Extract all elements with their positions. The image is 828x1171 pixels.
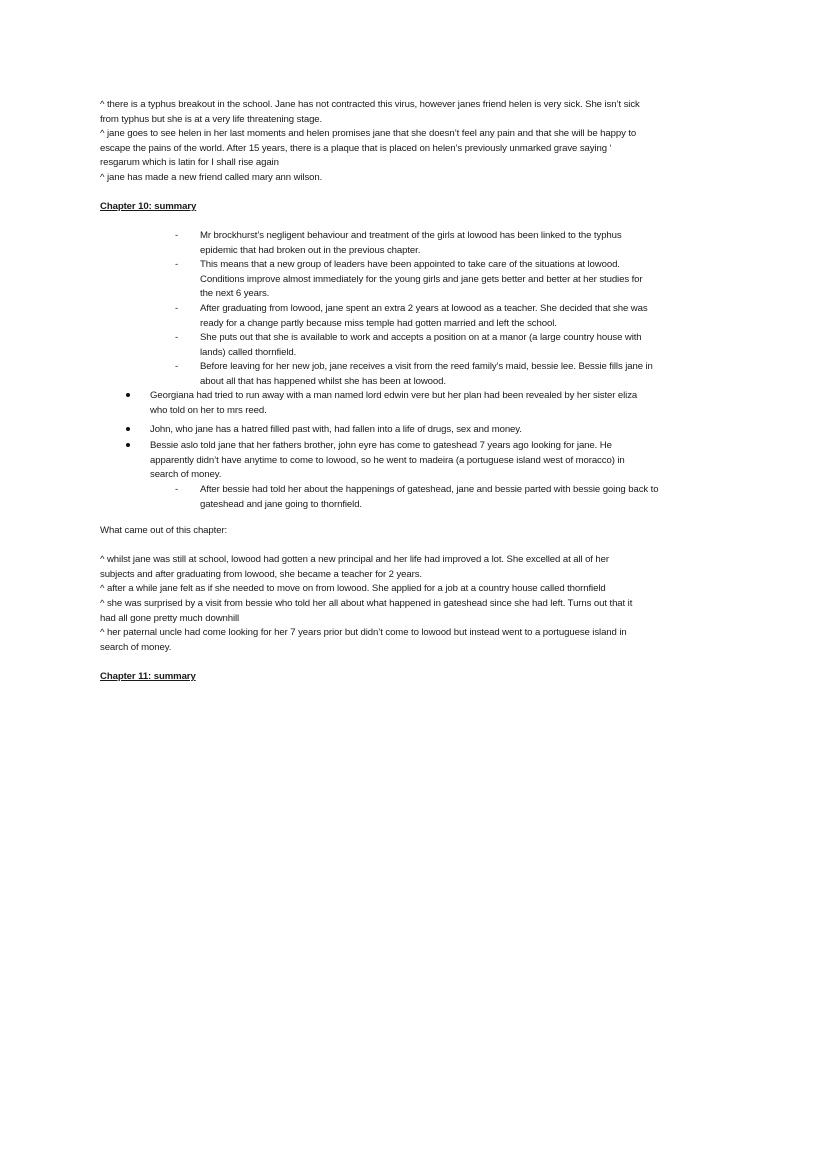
para-text-line: ^ her paternal uncle had come looking for her 7 years prior but didn’t come to lowood but instead went to a portuguese island in bbox=[100, 627, 627, 638]
bullet-text-line: Bessie aslo told jane that her fathers brother, john eyre has come to gateshead 7 years ago looking for jane. He bbox=[150, 440, 612, 451]
dash-text-line: She puts out that she is available to work and accepts a position on at a manor (a large country house with bbox=[200, 332, 642, 343]
para-text-line: had all gone pretty much downhill bbox=[100, 612, 240, 624]
dash-text-line: After bessie had told her about the happenings of gateshead, jane and bessie parted with bessie going back to bbox=[200, 484, 659, 495]
para-text-line: search of money. bbox=[100, 641, 172, 653]
para-text-line: ^ there is a typhus breakout in the school. Jane has not contracted this virus, however janes friend helen is very sick. She isn’t sick bbox=[100, 99, 640, 110]
dash-text-line: Mr brockhurst’s negligent behaviour and treatment of the girls at lowood has been linked to the typhus bbox=[200, 230, 622, 241]
para-text-line: from typhus but she is at a very life threatening stage. bbox=[100, 113, 323, 125]
dash-text-line: the next 6 years. bbox=[200, 288, 270, 299]
bullet-icon bbox=[126, 443, 130, 447]
dash-marker: - bbox=[175, 303, 179, 314]
para-text-line: ^ whilst jane was still at school, lowood had gotten a new principal and her life had improved a lot. She excelled at all of her bbox=[100, 554, 609, 565]
bullet-text-line: search of money. bbox=[150, 469, 222, 480]
bullet-text-line: John, who jane has a hatred filled past with, had fallen into a life of drugs, sex and money. bbox=[150, 424, 522, 435]
section-heading: Chapter 10: summary bbox=[100, 201, 197, 212]
dash-text-line: epidemic that had broken out in the previous chapter. bbox=[200, 244, 421, 256]
para-text-line: ^ jane has made a new friend called mary ann wilson. bbox=[100, 172, 323, 183]
dash-marker: - bbox=[175, 230, 179, 241]
dash-text-line: ready for a change partly because miss temple had gotten married and left the school. bbox=[200, 317, 557, 329]
dash-marker: - bbox=[175, 361, 179, 372]
dash-text-line: lands) called thornfield. bbox=[200, 346, 297, 358]
para-text-line: ^ she was surprised by a visit from bessie who told her all about what happened in gateshead since she had left. Turns out that it bbox=[100, 598, 633, 609]
section-heading: Chapter 11: summary bbox=[100, 671, 196, 682]
bullet-text-line: Georgiana had tried to run away with a man named lord edwin vere but her plan had been revealed by her sister eliza bbox=[150, 390, 638, 401]
dash-text-line: Conditions improve almost immediately for the young girls and jane gets better and better at her studies for bbox=[200, 273, 643, 285]
dash-text-line: about all that has happened whilst she has been at lowood. bbox=[200, 375, 446, 387]
bullet-icon bbox=[126, 427, 130, 431]
bullet-text-line: apparently didn’t have anytime to come to lowood, so he went to madeira (a portuguese island west of moracco) in bbox=[150, 454, 625, 466]
dash-marker: - bbox=[175, 484, 179, 495]
para-text-line: What came out of this chapter: bbox=[100, 525, 228, 536]
dash-marker: - bbox=[175, 332, 179, 343]
bullet-icon bbox=[126, 393, 130, 397]
dash-marker: - bbox=[175, 259, 179, 270]
para-text-line: ^ jane goes to see helen in her last moments and helen promises jane that she doesn’t feel any pain and that she will be happy to bbox=[100, 128, 637, 139]
para-text-line: ^ after a while jane felt as if she needed to move on from lowood. She applied for a job at a country house called thornfield bbox=[100, 583, 606, 594]
para-text-line: subjects and after graduating from lowood, she became a teacher for 2 years. bbox=[100, 568, 422, 580]
para-text-line: escape the pains of the world. After 15 years, there is a plaque that is placed on helen’s previously unmarked grave saying ‘ bbox=[100, 142, 612, 154]
dash-text-line: gateshead and jane going to thornfield. bbox=[200, 498, 362, 510]
dash-text-line: After graduating from lowood, jane spent an extra 2 years at lowood as a teacher. She decided that she was bbox=[200, 303, 648, 314]
para-text-line: resgarum which is latin for I shall rise again bbox=[100, 157, 279, 168]
dash-text-line: This means that a new group of leaders have been appointed to take care of the situations at lowood. bbox=[200, 259, 620, 270]
bullet-text-line: who told on her to mrs reed. bbox=[150, 404, 267, 416]
dash-text-line: Before leaving for her new job, jane receives a visit from the reed family’s maid, bessie lee. Bessie fills jane in bbox=[200, 361, 653, 372]
